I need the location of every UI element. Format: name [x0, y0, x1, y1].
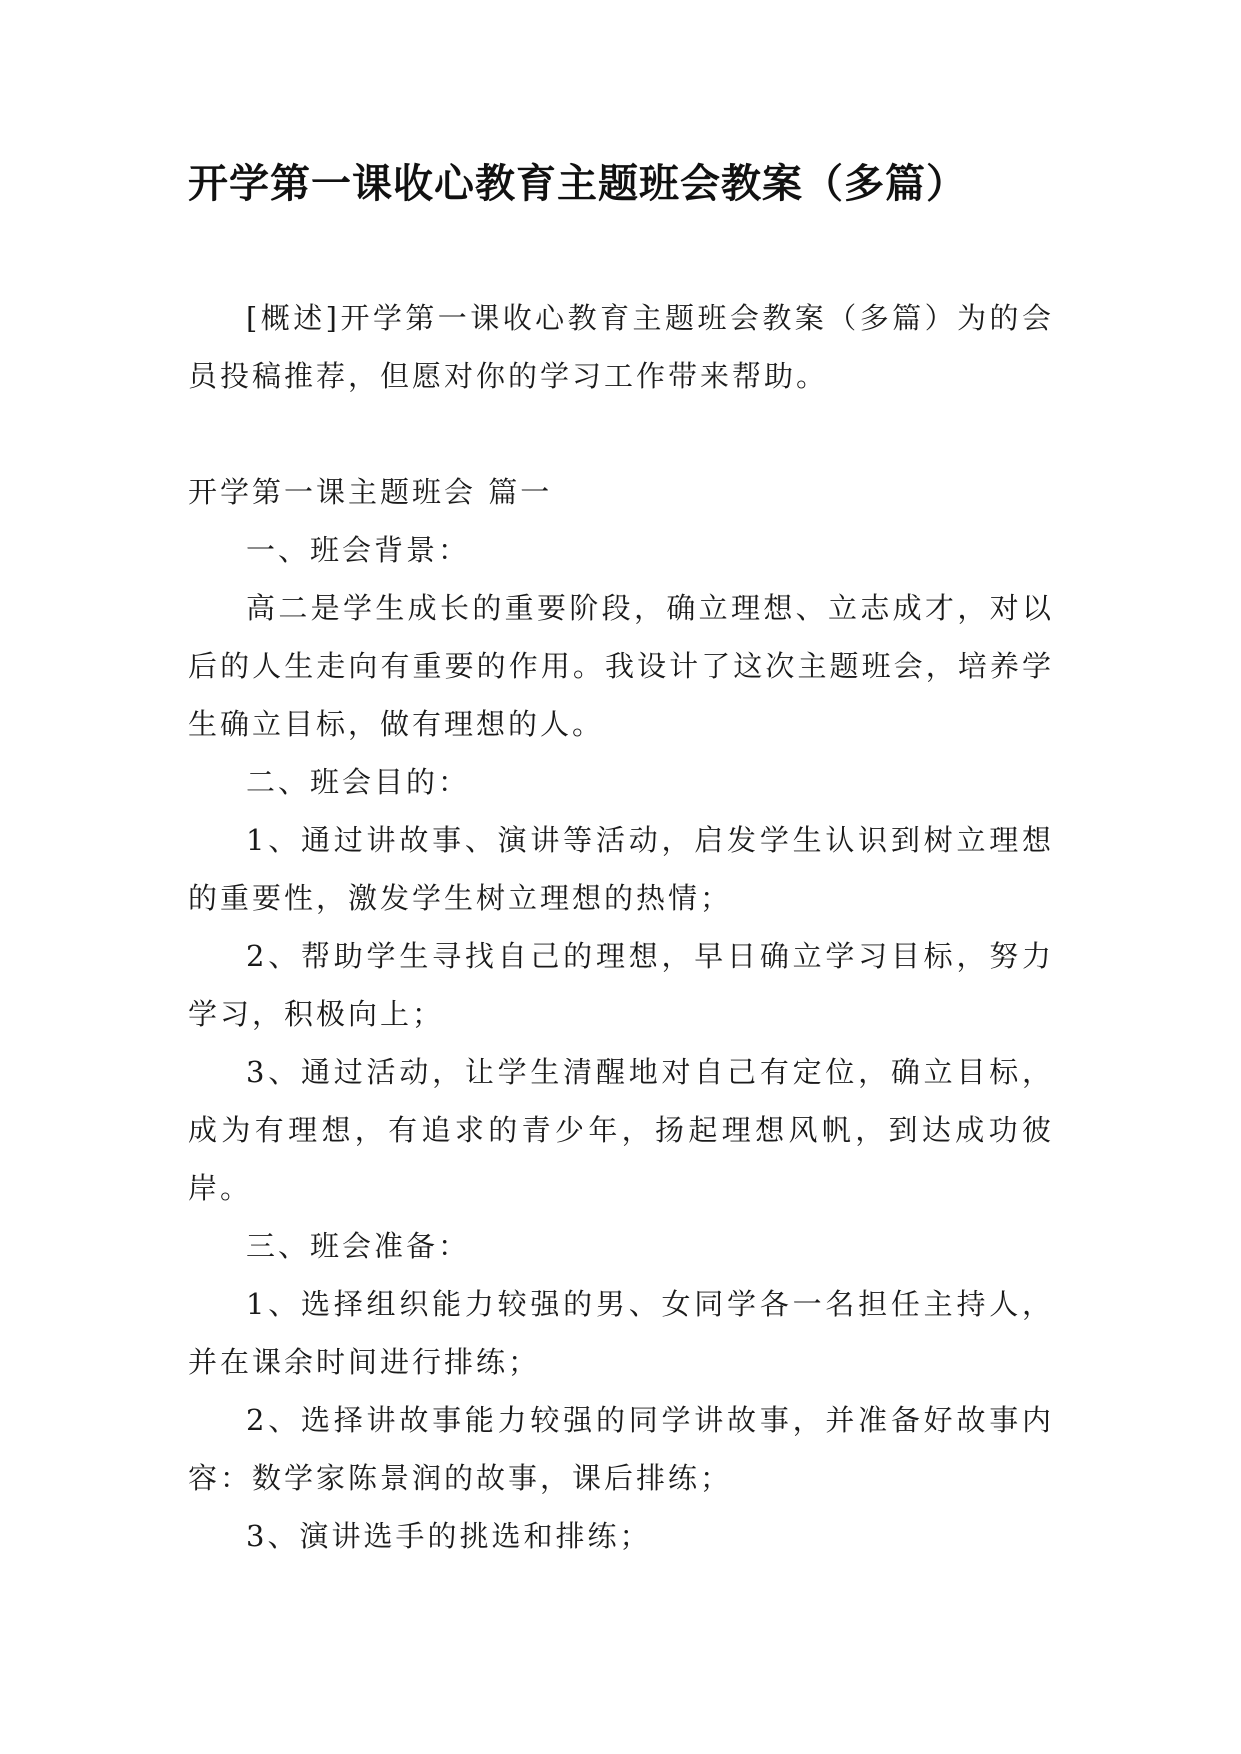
heading-background: 一、班会背景：: [246, 533, 471, 567]
preparation-item-1: 1、选择组织能力较强的男、女同学各一名担任主持人，并在课余时间进行排练；: [188, 1287, 1054, 1379]
heading-purpose: 二、班会目的：: [246, 765, 471, 799]
purpose-item-2: 2、帮助学生寻找自己的理想，早日确立学习目标，努力学习，积极向上；: [188, 939, 1054, 1031]
heading-preparation: 三、班会准备：: [246, 1229, 471, 1263]
document-title: 开学第一课收心教育主题班会教案（多篇）: [188, 161, 967, 207]
paragraph-background: 高二是学生成长的重要阶段，确立理想、立志成才，对以后的人生走向有重要的作用。我设计了这次主题班会，培养学生确立目标，做有理想的人。: [188, 591, 1054, 741]
preparation-item-2: 2、选择讲故事能力较强的同学讲故事，并准备好故事内容：数学家陈景润的故事，课后排练；: [188, 1403, 1054, 1495]
purpose-item-3: 3、通过活动，让学生清醒地对自己有定位，确立目标，成为有理想，有追求的青少年，扬起理想风帆，到达成功彼岸。: [188, 1055, 1054, 1205]
section-heading: 开学第一课主题班会 篇一: [188, 475, 553, 509]
summary-paragraph: [概述]开学第一课收心教育主题班会教案（多篇）为的会员投稿推荐，但愿对你的学习工作带来帮助。: [188, 301, 1054, 393]
spacer: [188, 405, 1054, 463]
document-body: [188, 289, 1054, 1565]
preparation-item-3: 3、演讲选手的挑选和排练；: [246, 1519, 652, 1553]
purpose-item-1: 1、通过讲故事、演讲等活动，启发学生认识到树立理想的重要性，激发学生树立理想的热情；: [188, 823, 1054, 915]
